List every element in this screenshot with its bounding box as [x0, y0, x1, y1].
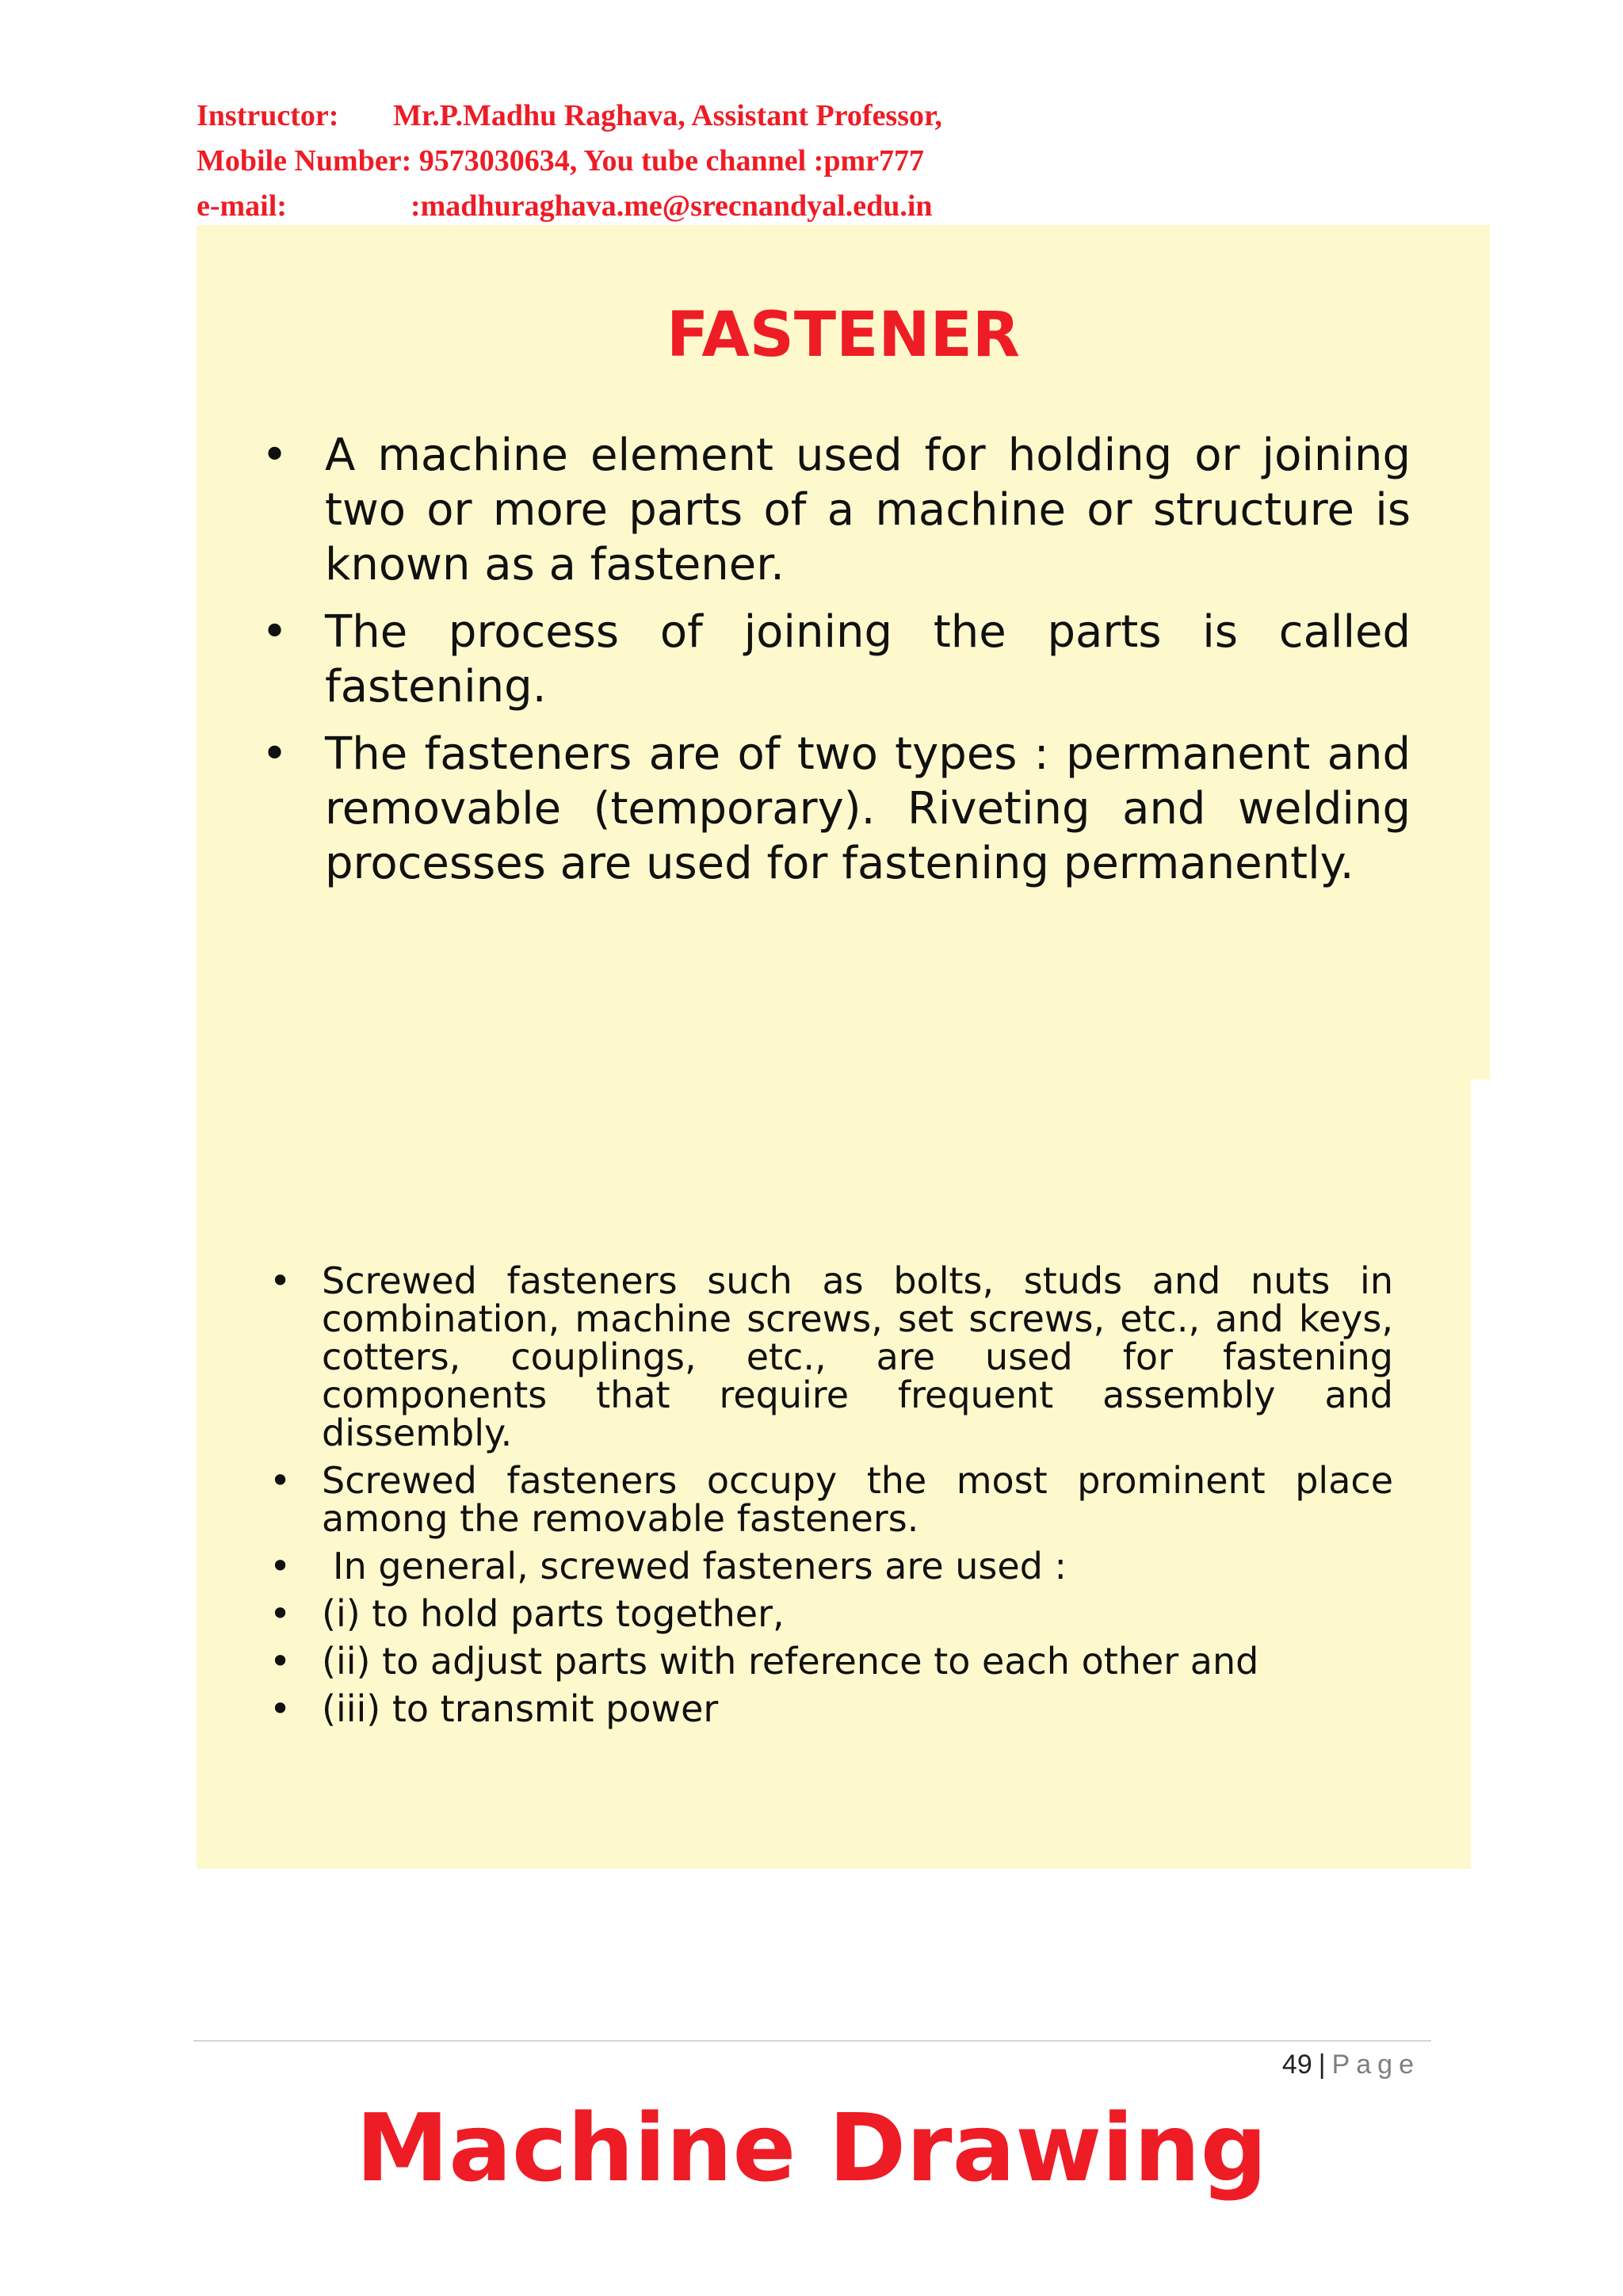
- bullet-item: • Screwed fasteners occupy the most prominent place among the removable fasteners.: [262, 1461, 1393, 1538]
- mobile-row: [197, 139, 942, 184]
- bullet-item: • In general, screwed fasteners are used :: [262, 1547, 1393, 1585]
- email-address: :madhuraghava.me@srecnandyal.edu.in: [411, 189, 933, 223]
- page-separator: |: [1318, 2050, 1326, 2080]
- instructor-name: Mr.P.Madhu Raghava, Assistant Professor,: [393, 99, 942, 132]
- bullet-item: • (ii) to adjust parts with reference to each other and: [262, 1642, 1393, 1680]
- email-row: [197, 184, 942, 229]
- footer-divider: [193, 2040, 1431, 2042]
- bullet-item: • The fasteners are of two types : permanent and removable (temporary). Riveting and welding processes are used for fastening permanently.: [262, 727, 1411, 891]
- screwed-fastener-bullet-list: [262, 1259, 1393, 1737]
- fastener-bullet-list: [262, 428, 1411, 904]
- instructor-label: Instructor:: [197, 99, 339, 132]
- slide-title: FASTENER: [666, 300, 1020, 371]
- bullet-item: • The process of joining the parts is called fastening.: [262, 605, 1411, 714]
- bullet-item: • A machine element used for holding or joining two or more parts of a machine or structure is known as a fastener.: [262, 428, 1411, 592]
- mobile-line: Mobile Number: 9573030634, You tube channel :pmr777: [197, 144, 924, 178]
- book-title: Machine Drawing: [355, 2093, 1268, 2202]
- instructor-row: [197, 94, 942, 139]
- page-number: [1282, 2046, 1420, 2083]
- bullet-item: • (iii) to transmit power: [262, 1690, 1393, 1728]
- instructor-header: [197, 94, 942, 229]
- bullet-item: • Screwed fasteners such as bolts, studs and nuts in combination, machine screws, set screws, etc., and keys, cotters, couplings, etc., are used for fastening components that require frequent assembly and dissembly.: [262, 1262, 1393, 1452]
- page-number-value: 49: [1281, 2050, 1312, 2080]
- bullet-item: • (i) to hold parts together,: [262, 1595, 1393, 1633]
- page-word: Page: [1331, 2050, 1420, 2080]
- email-label: e-mail:: [197, 189, 287, 223]
